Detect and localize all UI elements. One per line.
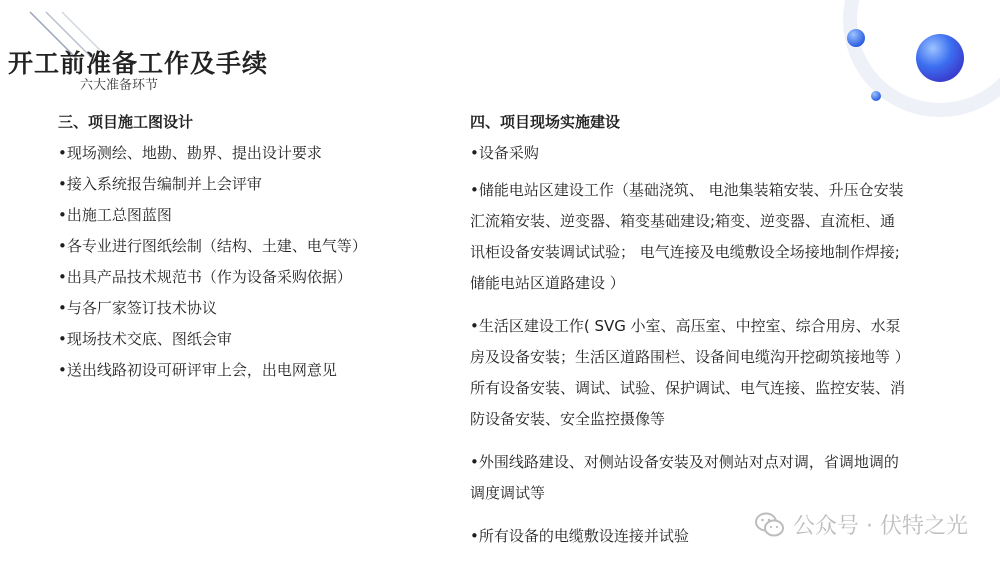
corner-decoration-ring [820, 0, 1000, 120]
paragraph-storage-station [470, 175, 965, 299]
large-blue-sphere [916, 34, 964, 82]
paragraph-equipment-purchase [470, 143, 965, 163]
paragraph-line: •储能电站区建设工作（基础浇筑、 电池集装箱安装、升压仓安装 [470, 181, 904, 199]
list-item: •与各厂家签订技术协议 [58, 299, 217, 317]
page-title: 开工前准备工作及手续 [8, 49, 269, 78]
watermark [755, 509, 968, 540]
paragraph-line: 汇流箱安装、逆变器、箱变基础建设;箱变、逆变器、直流柜、通 [470, 212, 896, 230]
right-column [470, 112, 965, 564]
tiny-blue-sphere [871, 91, 881, 101]
paragraph-line: •生活区建设工作( SVG 小室、高压室、中控室、综合用房、水泵 [470, 317, 901, 335]
paragraph-living-area [470, 311, 965, 435]
paragraph-line: •外围线路建设、对侧站设备安装及对侧站对点对调，省调地调的 [470, 453, 899, 471]
paragraph-line: 所有设备安装、调试、试验、保护调试、电气连接、监控安装、消 [470, 379, 906, 397]
list-item: •各专业进行图纸绘制（结构、土建、电气等） [58, 237, 367, 255]
list-item: •送出线路初设可研评审上会，出电网意见 [58, 361, 337, 379]
wechat-icon [755, 512, 785, 538]
paragraph-line: 房及设备安装；生活区道路围栏、设备间电缆沟开挖砌筑接地等 ） [470, 348, 910, 366]
list-item: •出施工总图蓝图 [58, 206, 172, 224]
section-heading-construction: 四、项目现场实施建设 [470, 113, 621, 131]
paragraph-line: 调度调试等 [470, 484, 546, 502]
list-item: •出具产品技术规范书（作为设备采购依据） [58, 268, 352, 286]
paragraph-line: •所有设备的电缆敷设连接并试验 [470, 527, 689, 545]
left-column [58, 112, 438, 391]
paragraph-external-lines [470, 447, 965, 509]
paragraph-line: 讯柜设备安装调试试验； 电气连接及电缆敷设全场接地制作焊接; [470, 243, 900, 261]
watermark-text: 公众号 · 伏特之光 [793, 514, 968, 539]
small-blue-sphere [847, 29, 865, 47]
paragraph-line: 防设备安装、安全监控摄像等 [470, 410, 666, 428]
list-item: •接入系统报告编制并上会评审 [58, 175, 262, 193]
list-item: •现场测绘、地勘、勘界、提出设计要求 [58, 144, 322, 162]
list-item: •现场技术交底、图纸会审 [58, 330, 232, 348]
section-heading-design: 三、项目施工图设计 [58, 113, 194, 131]
paragraph-line: 储能电站区道路建设 ） [470, 274, 625, 292]
paragraph-line: •设备采购 [470, 144, 539, 162]
page-subtitle: 六大准备环节 [80, 78, 159, 93]
